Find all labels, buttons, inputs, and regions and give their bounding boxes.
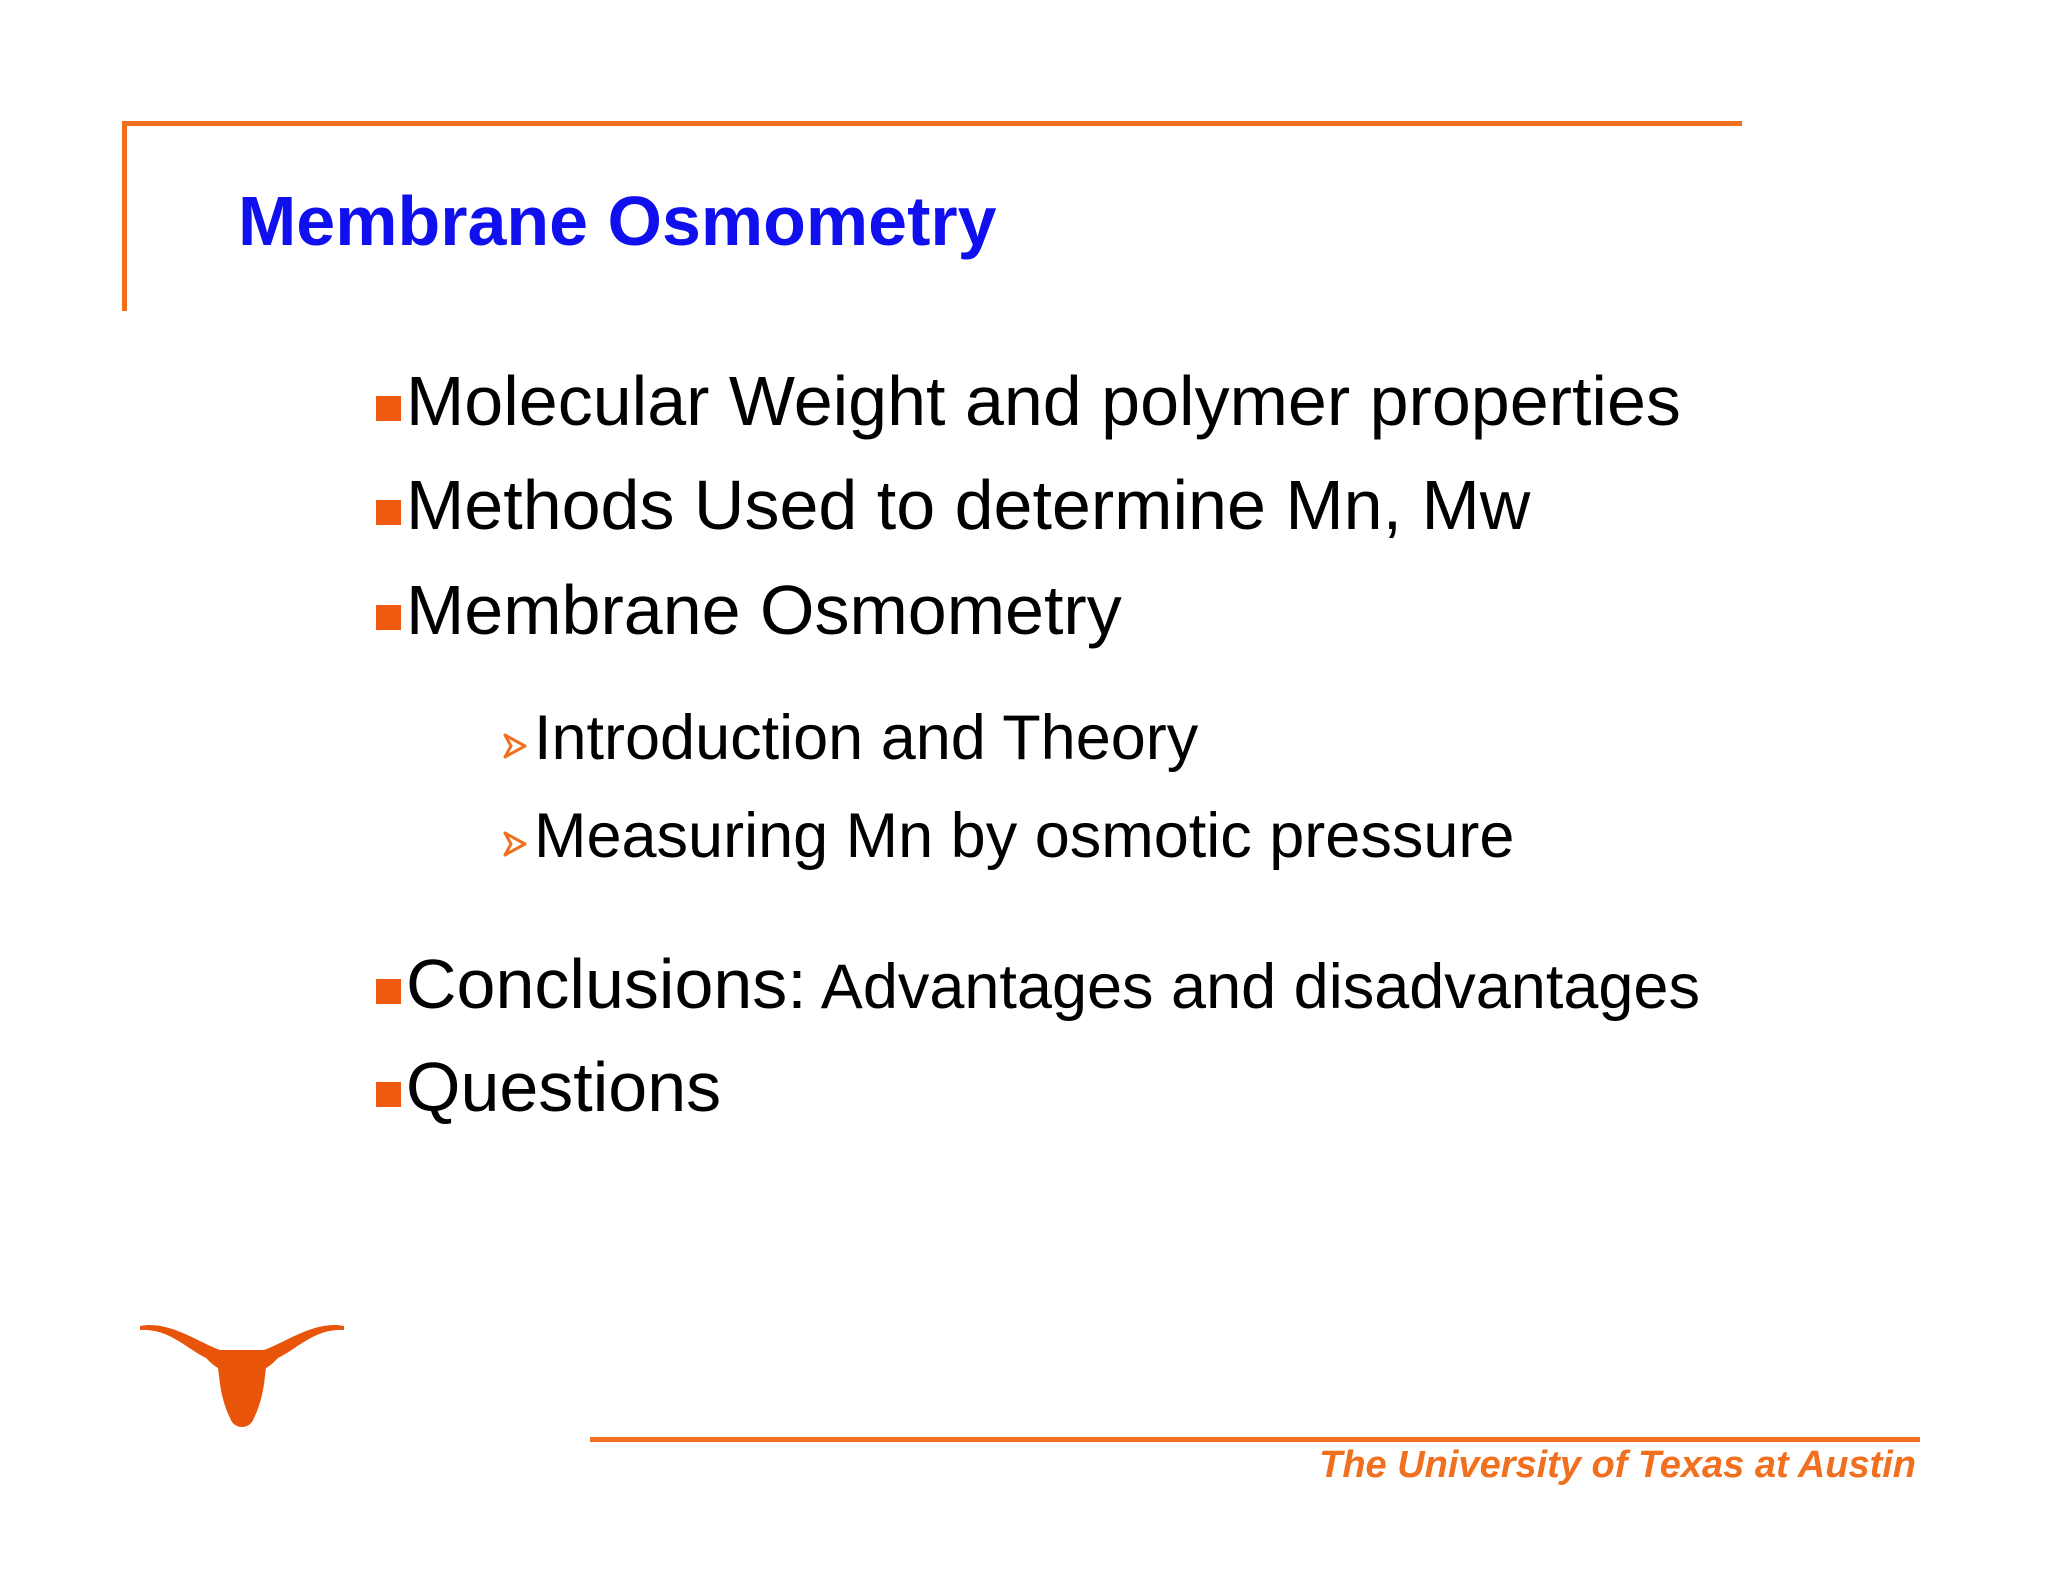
footer-institution: The University of Texas at Austin: [1319, 1444, 1916, 1486]
sub-bullet-text: Measuring Mn by osmotic pressure: [534, 801, 1515, 871]
bullet-text: Membrane Osmometry: [406, 571, 1122, 649]
square-bullet-icon: [376, 979, 401, 1004]
sub-bullet-text: Introduction and Theory: [534, 703, 1199, 773]
arrow-bullet-icon: [502, 827, 528, 861]
square-bullet-icon: [376, 1082, 401, 1107]
bullet-item: [376, 466, 1531, 544]
longhorn-logo-icon: [138, 1318, 346, 1436]
bullet-item: [376, 571, 1122, 649]
square-bullet-icon: [376, 396, 401, 421]
footer-rule: [590, 1437, 1920, 1442]
bullet-lead-text: Conclusions:: [406, 945, 807, 1023]
bullet-item: [376, 1048, 722, 1126]
arrow-bullet-icon: [502, 729, 528, 763]
bullet-text: Molecular Weight and polymer properties: [406, 362, 1681, 440]
bullet-rest-text: Advantages and disadvantages: [806, 952, 1700, 1022]
bullet-text: Questions: [406, 1048, 722, 1126]
sub-bullet-item: [502, 703, 1199, 773]
bullet-item: [376, 362, 1681, 440]
bullet-item: [376, 945, 1700, 1023]
sub-bullet-item: [502, 801, 1515, 871]
frame-top-rule: [122, 121, 1742, 126]
frame-left-rule: [122, 121, 127, 311]
square-bullet-icon: [376, 500, 401, 525]
square-bullet-icon: [376, 605, 401, 630]
slide-title: Membrane Osmometry: [238, 182, 997, 260]
bullet-text: Methods Used to determine Mn, Mw: [406, 466, 1531, 544]
